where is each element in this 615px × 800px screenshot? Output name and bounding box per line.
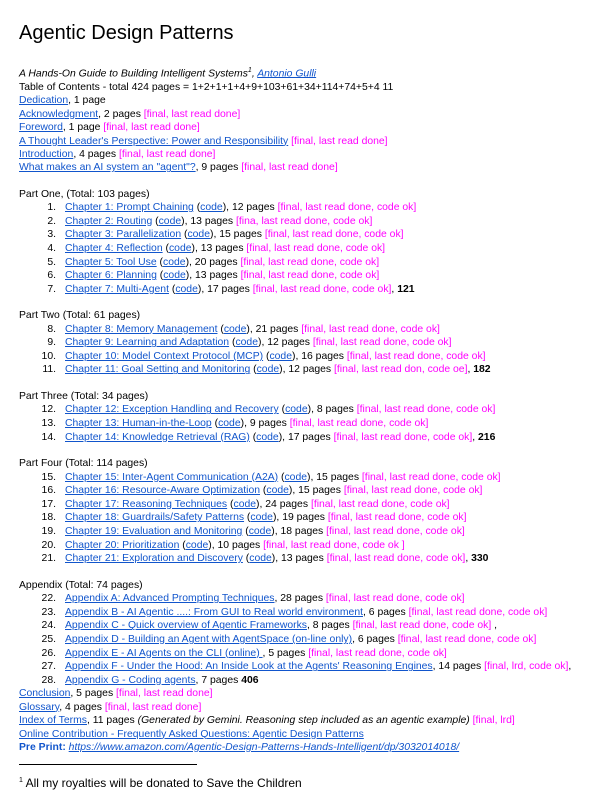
back-item-status: [final, last read done] [104, 701, 202, 713]
chapter-item: 21. Chapter 21: Exploration and Discovery (code), 13 pages [final, last read done, code ok], 330 [19, 552, 615, 566]
back-item-link[interactable]: Index of Terms [19, 715, 87, 727]
code-link[interactable]: code [250, 512, 273, 524]
code-link[interactable]: code [266, 485, 289, 497]
chapter-pages: 20 pages [194, 256, 241, 268]
chapter-status: [final, last read done, code ok] [246, 242, 386, 254]
back-item-link[interactable]: Conclusion [19, 688, 71, 700]
chapter-pages: 15 pages [316, 471, 362, 483]
appendix-pages: , 8 pages [306, 620, 353, 632]
chapter-pages: 12 pages [231, 202, 278, 214]
chapter-item: 6. Chapter 6: Planning (code), 13 pages [final, last read done, code ok] [19, 269, 615, 283]
chapter-link[interactable]: Chapter 5: Tool Use [65, 256, 157, 268]
appendix-pages: , 6 pages [352, 634, 398, 645]
chapter-number: 2. [47, 215, 56, 227]
running-total: 330 [471, 553, 489, 565]
chapter-item: 19. Chapter 19: Evaluation and Monitoring (code), 18 pages [final, last read done, code ok] [19, 525, 615, 539]
online-contribution-line [19, 728, 615, 741]
chapter-item: 1. Chapter 1: Prompt Chaining (code), 12 pages [final, last read done, code ok] [19, 201, 615, 215]
chapter-status: [final, last read done, code ok] [326, 553, 466, 565]
chapter-pages: 13 pages [281, 553, 327, 565]
appendix-trailing: , [491, 620, 498, 632]
chapter-link[interactable]: Chapter 20: Prioritization [65, 539, 180, 551]
chapter-link[interactable]: Chapter 14: Knowledge Retrieval (RAG) [65, 431, 250, 443]
code-link[interactable]: code [158, 215, 182, 227]
chapter-status: [final, last read done, code ok] [326, 526, 465, 538]
chapter-status: [final, last read done, code ok] [277, 202, 417, 214]
chapter-status: [final, last read done, code ok ] [263, 539, 405, 551]
chapter-number: 5. [47, 256, 56, 268]
code-link[interactable]: code [200, 202, 223, 214]
chapter-number: 3. [47, 229, 56, 241]
front-item [19, 135, 615, 148]
chapter-item: 16. Chapter 16: Resource-Aware Optimization (code), 15 pages [final, last read done, code ok] [19, 484, 615, 498]
code-link[interactable]: code [256, 364, 280, 376]
chapter-number: 17. [41, 498, 56, 510]
document-title: Agentic Design Patterns [19, 22, 234, 44]
footnote-mark: 1 [19, 777, 23, 785]
chapter-list [19, 471, 615, 566]
chapter-status: [final, last read done, code ok] [361, 471, 501, 483]
back-item [19, 714, 615, 727]
front-item [19, 148, 615, 161]
chapter-item: 20. Chapter 20: Prioritization (code), 10 pages [final, last read done, code ok ] [19, 539, 615, 553]
chapter-item: 2. Chapter 2: Routing (code), 13 pages [fina, last read done, code ok] [19, 215, 615, 229]
front-item [19, 108, 615, 121]
front-item-pages: , 1 page [68, 95, 106, 107]
chapter-link[interactable]: Chapter 1: Prompt Chaining [65, 202, 194, 214]
code-link[interactable]: code [218, 418, 241, 430]
code-link[interactable]: code [187, 229, 210, 241]
chapter-list [19, 201, 615, 296]
preprint-label: Pre Print [19, 742, 63, 753]
appendix-item [19, 633, 615, 647]
appendix-item [19, 674, 615, 688]
front-item-link[interactable]: What makes an AI system an "agent"? [19, 162, 196, 174]
chapter-link[interactable]: Chapter 8: Memory Management [65, 323, 218, 335]
appendix-status: [final, last read done, code ok] [352, 620, 492, 632]
online-contribution-link[interactable]: Online Contribution - Frequently Asked Questions: Agentic Design Patterns [19, 728, 364, 740]
front-item-pages: , 9 pages [195, 162, 242, 174]
chapter-status: [final, last read don, code oe] [334, 364, 468, 376]
chapter-status: [final, last read done, code ok] [356, 404, 496, 416]
chapter-item: 3. Chapter 3: Parallelization (code), 15 pages [final, last read done, code ok] [19, 228, 615, 242]
code-link[interactable]: code [256, 431, 279, 443]
appendix-status: [final, lrd, code ok] [484, 661, 569, 673]
front-item [19, 161, 615, 174]
front-item-status: [final, last read done] [241, 162, 338, 174]
back-item-link[interactable]: Glossary [19, 701, 60, 713]
chapter-link[interactable]: Chapter 10: Model Context Protocol (MCP) [65, 350, 264, 362]
chapter-link[interactable]: Chapter 17: Reasoning Techniques [65, 498, 228, 510]
appendix-number: 25. [41, 634, 56, 645]
front-item-pages: , 1 page [62, 122, 104, 134]
chapter-pages: 21 pages [255, 323, 302, 335]
chapter-pages: 24 pages [265, 498, 311, 510]
toc-summary: Table of Contents - total 424 pages = 1+2+1+1+4+9+103+61+34+114+74+5+4 11 [19, 81, 394, 93]
running-total: 121 [397, 283, 415, 295]
back-item-status: [final, lrd] [472, 715, 515, 727]
chapter-pages: 13 pages [190, 215, 237, 227]
chapter-item: 14. Chapter 14: Knowledge Retrieval (RAG) (code), 17 pages [final, last read done, code ok], 216 [19, 431, 615, 445]
appendix-link[interactable]: Appendix B - AI Agentic ....: From GUI to Real world environment [65, 606, 363, 618]
front-item-link[interactable]: A Thought Leader's Perspective: Power and Responsibility [19, 135, 289, 147]
subtitle-separator: , [251, 68, 258, 80]
back-item-status: [final, last read done] [116, 688, 213, 700]
chapter-pages: 19 pages [282, 512, 328, 524]
chapter-number: 6. [47, 270, 56, 282]
chapter-link[interactable]: Chapter 15: Inter-Agent Communication (A2A) [65, 471, 279, 483]
front-item-status: [final, last read done] [103, 122, 200, 134]
appendix-number: 22. [41, 593, 56, 605]
chapter-status: [final, last read done, code ok] [310, 498, 450, 510]
front-item-status: [final, last read done] [291, 135, 388, 147]
code-link[interactable]: code [249, 553, 272, 565]
code-link[interactable]: code [168, 242, 192, 254]
back-item [19, 687, 615, 700]
chapter-number: 11. [42, 364, 56, 376]
footnote-divider [19, 764, 197, 765]
front-item-status: [final, last read done] [143, 108, 241, 120]
code-link[interactable]: code [285, 404, 308, 416]
part-title: Part One, (Total: 103 pages) [19, 188, 150, 200]
author-link[interactable]: Antonio Gulli [257, 68, 317, 80]
chapter-status: [final, last read done, code ok] [333, 431, 473, 443]
chapter-status: [final, last read done, code ok] [301, 323, 440, 335]
appendix-pages: , 6 pages [363, 606, 409, 618]
appendix-pages: , 14 pages [432, 661, 485, 673]
back-item [19, 701, 615, 714]
chapter-status: [fina, last read done, code ok] [236, 215, 373, 227]
chapter-link[interactable]: Chapter 12: Exception Handling and Recovery [65, 404, 279, 416]
appendix-number: 24. [41, 620, 56, 632]
chapter-pages: 9 pages [249, 418, 290, 430]
appendix-link[interactable]: Appendix G - Coding agents [65, 674, 196, 686]
front-item-link[interactable]: Acknowledgment [19, 108, 99, 120]
chapter-status: [final, last read done, code ok] [289, 418, 429, 430]
appendix-status: [final, last read done, code ok] [397, 634, 537, 645]
front-item-pages: , 2 pages [98, 108, 144, 120]
subtitle-line [19, 64, 615, 81]
footnote-text: All my royalties will be donated to Save the Children [22, 776, 302, 791]
chapter-pages: 10 pages [217, 539, 264, 551]
appendix-pages: , 28 pages [274, 593, 326, 605]
appendix-number: 28. [41, 674, 56, 686]
back-item-note: (Generated by Gemini. Reasoning step included as an agentic example) [137, 715, 473, 727]
appendix-title: Appendix (Total: 74 pages) [19, 579, 143, 591]
front-item [19, 121, 615, 134]
chapter-pages: 13 pages [195, 270, 241, 282]
front-item-link[interactable]: Introduction [19, 148, 74, 160]
code-link[interactable]: code [163, 256, 186, 268]
chapter-status: [final, last read done, code ok] [327, 512, 467, 524]
chapter-number: 21. [41, 553, 56, 565]
chapter-pages: 8 pages [316, 404, 357, 416]
front-item-pages: , 4 pages [73, 148, 119, 160]
appendix-pages: , 7 pages [195, 674, 242, 686]
chapter-status: [final, last read done, code ok] [240, 270, 380, 282]
chapter-number: 20. [41, 539, 56, 551]
footnote [19, 773, 615, 791]
running-total: 216 [478, 431, 496, 443]
chapter-number: 18. [41, 512, 56, 524]
chapter-item: 4. Chapter 4: Reflection (code), 13 pages [final, last read done, code ok] [19, 242, 615, 256]
appendix-link[interactable]: Appendix A: Advanced Prompting Techniques [65, 593, 275, 605]
appendix-item [19, 619, 615, 633]
appendix-link[interactable]: Appendix C - Quick overview of Agentic Frameworks [65, 620, 307, 632]
chapter-list [19, 323, 615, 377]
chapter-link[interactable]: Chapter 18: Guardrails/Safety Patterns [65, 512, 245, 524]
chapter-link[interactable]: Chapter 11: Goal Setting and Monitoring [65, 364, 251, 376]
chapter-item: 13. Chapter 13: Human-in-the-Loop (code), 9 pages [final, last read done, code ok] [19, 417, 615, 431]
chapter-item: 9. Chapter 9: Learning and Adaptation (code), 12 pages [final, last read done, code ok] [19, 336, 615, 350]
appendix-status: [final, last read done, code ok] [308, 647, 447, 659]
appendix-item [19, 647, 615, 661]
part-title: Part Two (Total: 61 pages) [19, 310, 141, 322]
appendix-status: [final, last read done, code ok] [325, 593, 465, 605]
chapter-item: 10. Chapter 10: Model Context Protocol (MCP) (code), 16 pages [final, last read done, code ok] [19, 350, 615, 364]
appendix-list [19, 592, 615, 687]
front-item [19, 94, 615, 107]
code-link[interactable]: code [223, 323, 247, 335]
appendix-link[interactable]: Appendix D - Building an Agent with AgentSpace (on-line only) [65, 634, 353, 645]
subtitle-text: A Hands-On Guide to Building Intelligent Systems [19, 68, 248, 80]
appendix-number: 27. [41, 661, 56, 673]
code-link[interactable]: code [175, 283, 198, 295]
back-matter-list [19, 687, 615, 727]
chapter-status: [final, last read done, code ok] [343, 485, 483, 497]
chapter-pages: 13 pages [200, 242, 247, 254]
front-item-link[interactable]: Dedication [19, 95, 69, 107]
appendix-status: [final, last read done, code ok] [408, 606, 548, 618]
appendix-pages: , 5 pages [262, 647, 309, 659]
chapter-number: 7. [47, 283, 56, 295]
chapter-item: 12. Chapter 12: Exception Handling and Recovery (code), 8 pages [final, last read done, code ok] [19, 403, 615, 417]
chapter-item: 18. Chapter 18: Guardrails/Safety Patterns (code), 19 pages [final, last read done, code ok] [19, 511, 615, 525]
footnote-ref[interactable]: 1 [247, 67, 252, 74]
appendix-trailing: , [568, 661, 572, 673]
front-item-link[interactable]: Foreword [19, 122, 63, 134]
chapter-number: 14. [41, 431, 56, 443]
back-item-pages: , 4 pages [59, 701, 105, 713]
chapter-status: [final, last read done, code ok] [240, 256, 380, 268]
chapter-number: 8. [47, 323, 56, 335]
chapter-link[interactable]: Chapter 4: Reflection [65, 242, 163, 254]
chapter-status: [final, last read done, code ok] [312, 337, 452, 349]
chapter-pages: 17 pages [287, 431, 334, 443]
appendix-item [19, 592, 615, 606]
chapter-link[interactable]: Chapter 21: Exploration and Discovery [65, 553, 243, 565]
chapter-link[interactable]: Chapter 7: Multi-Agent [65, 283, 169, 295]
chapter-pages: 12 pages [267, 337, 313, 349]
code-link[interactable]: code [163, 270, 186, 282]
code-link[interactable]: code [284, 471, 308, 483]
code-link[interactable]: code [185, 539, 209, 551]
chapter-item: 11. Chapter 11: Goal Setting and Monitoring (code), 12 pages [final, last read don, code oe], 182 [19, 363, 615, 377]
code-link[interactable]: code [248, 526, 272, 538]
chapter-list [19, 403, 615, 444]
chapter-link[interactable]: Chapter 6: Planning [65, 270, 157, 282]
chapter-number: 1. [47, 202, 56, 214]
preprint-url-link[interactable]: https://www.amazon.com/Agentic-Design-Patterns-Hands-Intelligent/dp/3032014018/ [68, 742, 460, 753]
front-matter-list [19, 94, 615, 174]
chapter-status: [final, last read done, code ok] [252, 283, 392, 295]
parts-container [19, 175, 615, 566]
chapter-item: 5. Chapter 5: Tool Use (code), 20 pages [final, last read done, code ok] [19, 256, 615, 270]
chapter-link[interactable]: Chapter 9: Learning and Adaptation [65, 337, 230, 349]
chapter-status: [final, last read done, code ok] [264, 229, 404, 241]
chapter-pages: 12 pages [288, 364, 335, 376]
chapter-number: 9. [47, 337, 56, 349]
appendix-link[interactable]: Appendix F - Under the Hood: An Inside Look at the Agents' Reasoning Engines [65, 661, 433, 673]
preprint-line: Pre Print: https://www.amazon.com/Agentic-Design-Patterns-Hands-Intelligent/dp/3032014018/ [19, 742, 460, 753]
part-title: Part Three (Total: 34 pages) [19, 391, 149, 403]
chapter-pages: 15 pages [298, 485, 344, 497]
chapter-number: 16. [41, 485, 56, 497]
appendix-link[interactable]: Appendix E - AI Agents on the CLI (online) [65, 647, 263, 659]
chapter-link[interactable]: Chapter 3: Parallelization [65, 229, 182, 241]
chapter-item: 15. Chapter 15: Inter-Agent Communication (A2A) (code), 15 pages [final, last read done, code ok] [19, 471, 615, 485]
chapter-pages: 17 pages [207, 283, 253, 295]
chapter-link[interactable]: Chapter 16: Resource-Aware Optimization [65, 485, 261, 497]
appendix-item [19, 606, 615, 620]
code-link[interactable]: code [269, 350, 292, 362]
running-total: 406 [241, 674, 259, 686]
chapter-status: [final, last read done, code ok] [346, 350, 486, 362]
chapter-pages: 15 pages [219, 229, 265, 241]
chapter-number: 12. [41, 404, 56, 416]
chapter-link[interactable]: Chapter 19: Evaluation and Monitoring [65, 526, 243, 538]
chapter-pages: 18 pages [280, 526, 327, 538]
code-link[interactable]: code [233, 498, 257, 510]
back-item-pages: , 11 pages [86, 715, 138, 727]
chapter-number: 13. [41, 418, 56, 430]
chapter-item: 8. Chapter 8: Memory Management (code), 21 pages [final, last read done, code ok] [19, 323, 615, 337]
chapter-item: 17. Chapter 17: Reasoning Techniques (code), 24 pages [final, last read done, code ok] [19, 498, 615, 512]
chapter-link[interactable]: Chapter 13: Human-in-the-Loop [65, 418, 212, 430]
running-total: 182 [473, 364, 491, 376]
chapter-number: 4. [47, 242, 56, 254]
chapter-link[interactable]: Chapter 2: Routing [65, 215, 153, 227]
chapter-number: 15. [41, 471, 56, 483]
chapter-pages: 16 pages [301, 350, 347, 362]
appendix-number: 23. [41, 606, 56, 618]
appendix-number: 26. [41, 647, 56, 659]
chapter-number: 19. [41, 526, 56, 538]
front-item-status: [final, last read done] [118, 148, 216, 160]
chapter-number: 10. [41, 350, 56, 362]
appendix-item [19, 660, 615, 674]
back-item-pages: , 5 pages [70, 688, 117, 700]
code-link[interactable]: code [235, 337, 258, 349]
part-title: Part Four (Total: 114 pages) [19, 458, 148, 470]
chapter-item: 7. Chapter 7: Multi-Agent (code), 17 pages [final, last read done, code ok], 121 [19, 283, 615, 297]
